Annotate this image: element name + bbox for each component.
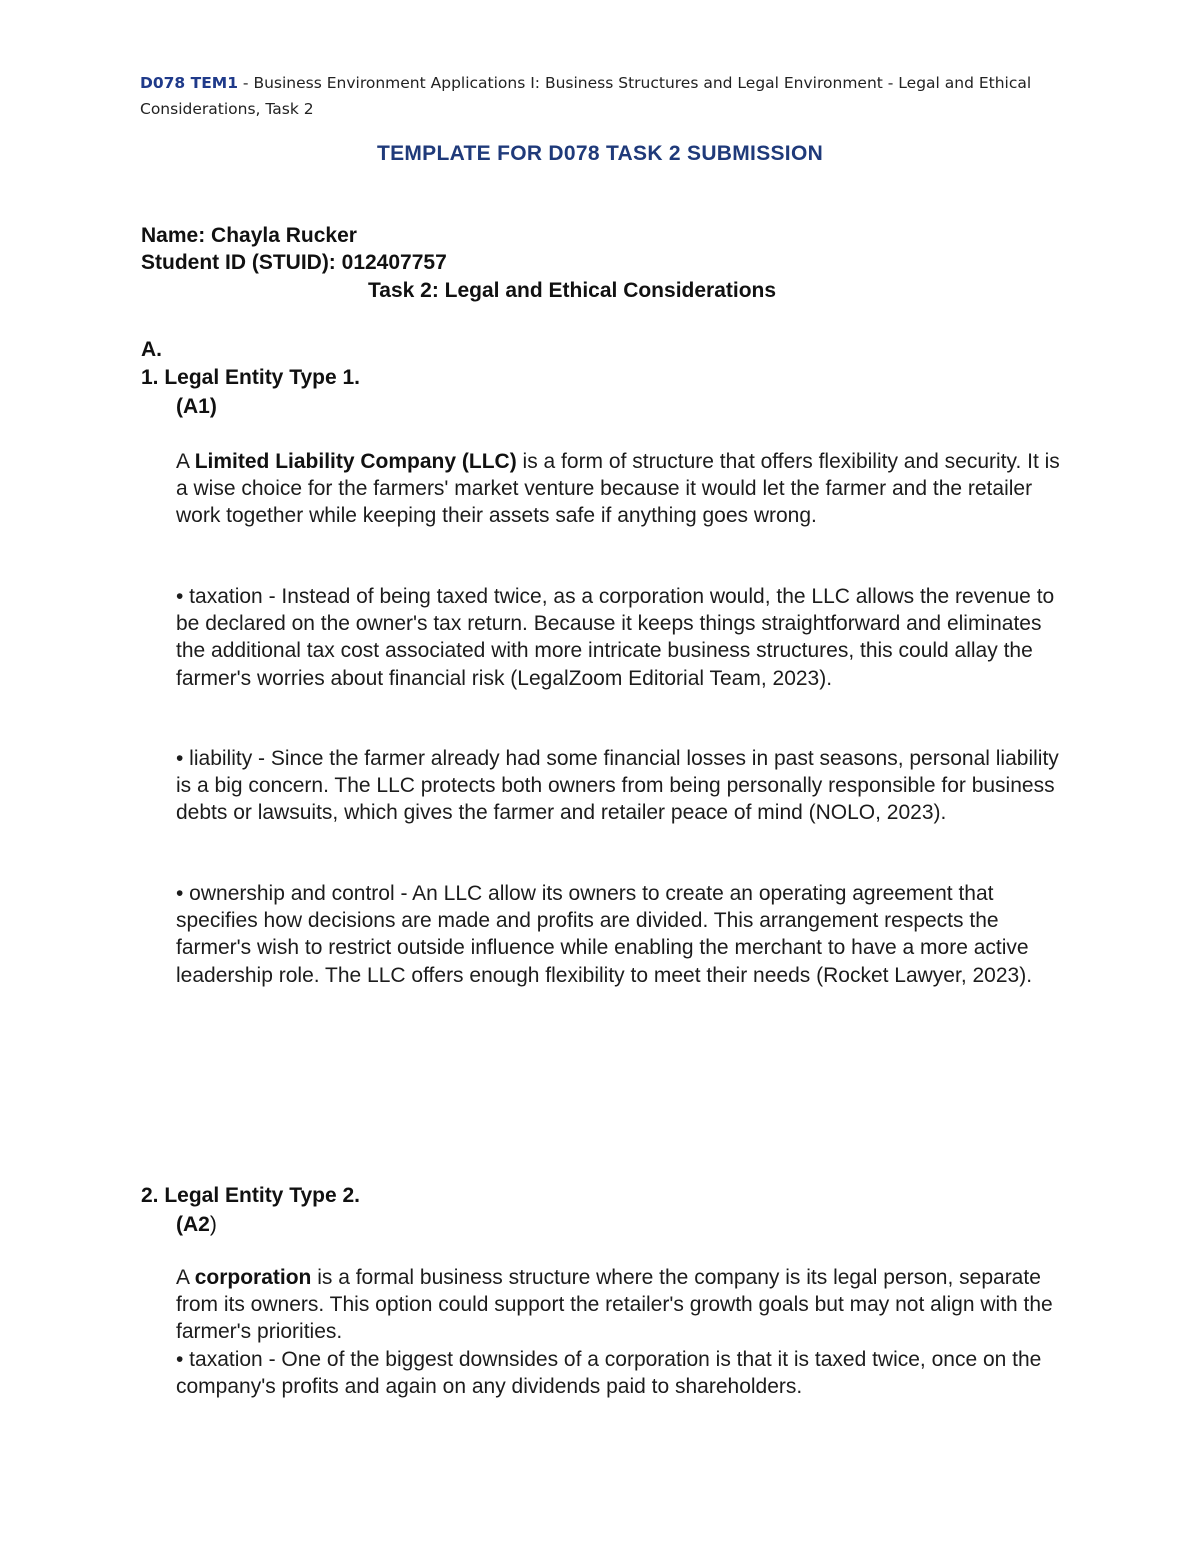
student-name: Chayla Rucker xyxy=(211,224,357,247)
entity2-code xyxy=(176,1213,217,1237)
entity2-heading: 2. Legal Entity Type 2. xyxy=(141,1184,361,1207)
entity2-bullet-taxation: • taxation - One of the biggest downsides of a corporation is that it is taxed twice, once on the company's profits and again on any dividends paid to shareholders. xyxy=(176,1348,1042,1399)
intro-text: is a form of structure that offers flexibility and security. It is a wise choice for the farmers' market venture because it would let the farmer and the retailer work together while keeping their assets safe if anything goes wrong. xyxy=(176,450,1060,528)
student-id-line xyxy=(141,251,447,275)
student-name-line xyxy=(141,224,357,248)
intro-prefix: A xyxy=(176,450,195,473)
entity2-code-bold: (A2 xyxy=(176,1213,210,1236)
entity1-bullet-taxation: • taxation - Instead of being taxed twice, as a corporation would, the LLC allows the revenue to be declared on the owner's tax return. Because it keeps things straightforward and eliminates the additional tax cost associated with more intricate business structures, this could allay the farmer's worries about financial risk (LegalZoom Editorial Team, 2023). xyxy=(176,585,1055,690)
id-label: Student ID (STUID): xyxy=(141,251,342,274)
entity1-bullet-liability: • liability - Since the farmer already had some financial losses in past seasons, personal liability is a big concern. The LLC protects both owners from being personally responsible for business debts or lawsuits, which gives the farmer and retailer peace of mind (NOLO, 2023). xyxy=(176,747,1059,825)
intro-prefix: A xyxy=(176,1266,195,1289)
entity2-intro xyxy=(176,1264,1066,1346)
entity1-intro xyxy=(176,448,1066,530)
header-text: - Business Environment Applications I: Business Structures and Legal Environment - Legal and Ethical Considerations, Task 2 xyxy=(140,74,1032,118)
intro-term: Limited Liability Company (LLC) xyxy=(194,450,517,473)
intro-text: is a formal business structure where the company is its legal person, separate from its owners. This option could support the retailer's growth goals but may not align with the farmer's priorities. xyxy=(176,1266,1053,1344)
course-code: D078 TEM1 xyxy=(140,74,238,92)
entity1-code: (A1) xyxy=(176,395,217,418)
page-header xyxy=(140,70,1060,122)
entity2-code-end: ) xyxy=(209,1213,217,1236)
section-a-label: A. xyxy=(141,338,162,361)
entity1-heading: 1. Legal Entity Type 1. xyxy=(141,366,361,389)
student-id: 012407757 xyxy=(341,251,447,274)
name-label: Name: xyxy=(141,224,212,247)
task-title: Task 2: Legal and Ethical Considerations xyxy=(368,279,777,302)
document-title: TEMPLATE FOR D078 TASK 2 SUBMISSION xyxy=(376,142,824,165)
intro-term: corporation xyxy=(194,1266,312,1289)
entity1-bullet-ownership: • ownership and control - An LLC allow its owners to create an operating agreement that specifies how decisions are made and profits are divided. This arrangement respects the farmer's wish to restrict outside influence while enabling the merchant to have a more active leadership role. The LLC offers enough flexibility to meet their needs (Rocket Lawyer, 2023). xyxy=(176,882,1033,987)
